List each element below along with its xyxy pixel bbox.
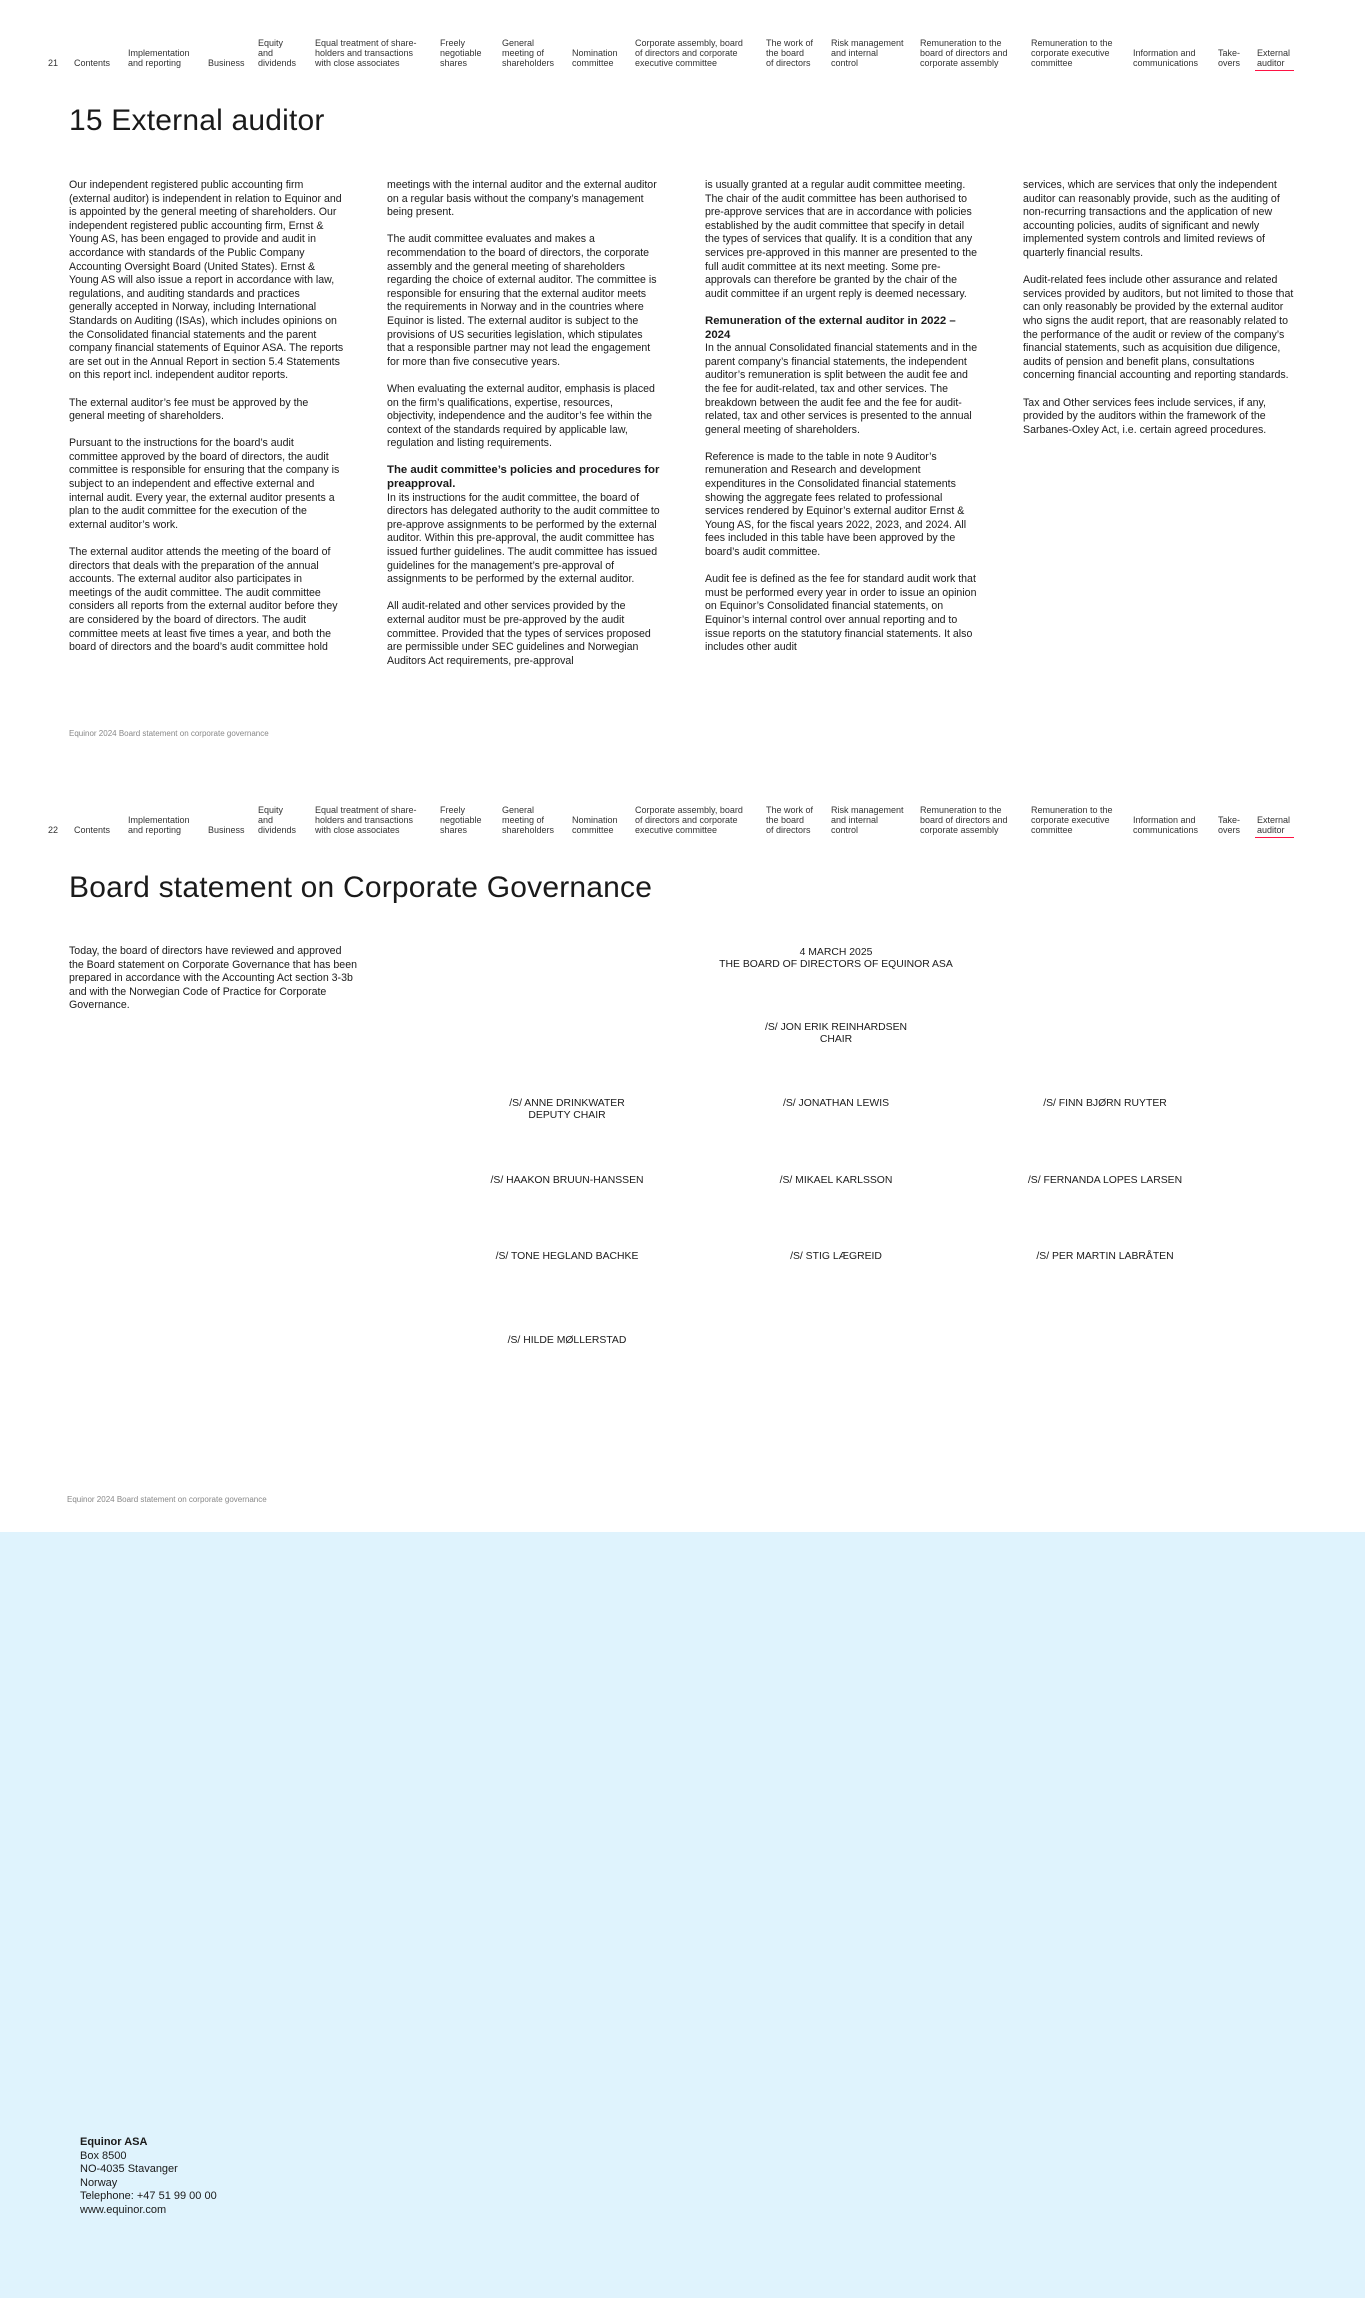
nav-remuneration-board[interactable]: Remuneration to the board of directors and corporate assembly xyxy=(920,38,1008,68)
paragraph: The external auditor attends the meeting of the board of directors that deals with the preparation of the annual accounts. The external auditor also participates in meetings of the audit committee. The audit committee considers all reports from the external auditor before they are considered by the board of directors. The audit committee meets at least five times a year, and both the board of directors and the board’s audit committee hold xyxy=(69,546,338,654)
page-title: 15 External auditor xyxy=(69,104,325,137)
signature: /S/ MIKAEL KARLSSON xyxy=(779,1175,893,1186)
top-navigation xyxy=(0,775,1365,835)
nav-corporate-assembly[interactable]: Corporate assembly, board of directors and corporate executive committee xyxy=(635,38,743,68)
nav-contents[interactable]: Contents xyxy=(74,58,111,68)
nav-remuneration-board[interactable]: Remuneration to the board of directors and corporate assembly xyxy=(920,805,1008,835)
page-footer: Equinor 2024 Board statement on corporate governance xyxy=(67,1495,267,1504)
nav-remuneration-executive[interactable]: Remuneration to the corporate executive committee xyxy=(1031,805,1113,835)
nav-takeovers[interactable]: Take- overs xyxy=(1218,48,1241,68)
nav-equity[interactable]: Equity and dividends xyxy=(258,805,297,835)
signature: /S/ STIG LÆGREID xyxy=(790,1251,882,1262)
paragraph: Audit fee is defined as the fee for standard audit work that must be performed every year in order to issue an opinion on Equinor’s Consolidated financial statements, on Equinor’s internal control over annual reporting and to issue reports on the statutory financial statements. It also includes other audit xyxy=(705,573,977,654)
text-column-2 xyxy=(387,179,662,682)
signature: /S/ HILDE MØLLERSTAD xyxy=(507,1335,627,1346)
nav-nomination[interactable]: Nomination committee xyxy=(572,815,618,835)
paragraph: Audit-related fees include other assurance and related services provided by auditors, but not limited to those that can only reasonably be provided by the external auditor who signs the audit report, that are reasonably related to the performance of the audit or review of the company’s financial statements, such as acquisition due diligence, audits of pension and benefit plans, consultations concerning financial accounting and reporting standards. xyxy=(1023,274,1294,382)
paragraph: In its instructions for the audit committee, the board of directors has delegated authority to the audit committee to pre-approve assignments to be performed by the external auditor. Within this pre-approval, the audit committee has issued further guidelines. The audit committee has issued guidelines for the management’s pre-approval of assignments to be performed by the external auditor. xyxy=(387,491,660,586)
section-heading: The audit committee’s policies and procedures for preapproval. xyxy=(387,464,660,491)
signature: /S/ HAAKON BRUUN-HANSSEN xyxy=(490,1175,644,1186)
nav-implementation[interactable]: Implementation and reporting xyxy=(128,48,190,68)
paragraph: In the annual Consolidated financial statements and in the parent company’s financial statements, the independent auditor’s remuneration is split between the audit fee and the fee for audit-related, tax and other services. The breakdown between the audit fee and the fee for audit-related, tax and other services is presented to the annual general meeting of shareholders. xyxy=(705,342,978,436)
nav-risk-management[interactable]: Risk management and internal control xyxy=(831,38,904,68)
nav-equal-treatment[interactable]: Equal treatment of share- holders and transactions with close associates xyxy=(315,805,417,835)
signature: /S/ PER MARTIN LABRÅTEN xyxy=(1036,1251,1174,1262)
page-title: Board statement on Corporate Governance xyxy=(69,871,653,904)
address-line: NO-4035 Stavanger xyxy=(80,2163,178,2176)
address-line: Box 8500 xyxy=(80,2149,127,2162)
nav-remuneration-executive[interactable]: Remuneration to the corporate executive committee xyxy=(1031,38,1113,68)
telephone: Telephone: +47 51 99 00 00 xyxy=(80,2190,217,2203)
nav-general-meeting[interactable]: General meeting of shareholders xyxy=(502,38,555,68)
paragraph: The external auditor’s fee must be approved by the general meeting of shareholders. xyxy=(69,396,309,423)
paragraph: Our independent registered public accounting firm (external auditor) is independent in relation to Equinor and is appointed by the general meeting of shareholders. Our independent registered public accounting firm, Ernst & Young AS, has been engaged to provide and audit in accordance with standards of the Public Company Accounting Oversight Board (United States). Ernst & Young AS will also issue a report in accordance with law, regulations, and auditing standards and practices generally accepted in Norway, including International Standards on Auditing (ISAs), which includes opinions on the Consolidated financial statements and the parent company financial statements of Equinor ASA. The reports are set out in the Annual Report in section 5.4 Statements on this report incl. independent auditor reports. xyxy=(69,179,344,382)
nav-business[interactable]: Business xyxy=(208,825,245,835)
section-heading: Remuneration of the external auditor in 2022 – 2024 xyxy=(705,314,956,341)
signature: /S/ TONE HEGLAND BACHKE xyxy=(495,1251,639,1262)
signature-role: DEPUTY CHAIR xyxy=(528,1110,606,1121)
nav-work-of-board[interactable]: The work of the board of directors xyxy=(766,805,814,835)
signature-board: THE BOARD OF DIRECTORS OF EQUINOR ASA xyxy=(719,959,953,970)
paragraph: All audit-related and other services provided by the external auditor must be pre-approved by the audit committee. Provided that the types of services proposed are permissible under SEC guidelines and Norwegian Auditors Act requirements, pre-approval xyxy=(387,600,651,667)
page-22 xyxy=(0,765,1365,1532)
company-name: Equinor ASA xyxy=(80,2136,148,2148)
page-footer: Equinor 2024 Board statement on corporate governance xyxy=(69,729,269,738)
nav-equity[interactable]: Equity and dividends xyxy=(258,38,297,68)
nav-equal-treatment[interactable]: Equal treatment of share- holders and transactions with close associates xyxy=(315,38,417,68)
paragraph: services, which are services that only the independent auditor can reasonably provide, such as the auditing of non-recurring transactions and the application of new accounting policies, audits of significant and newly implemented system controls and limited reviews of quarterly financial results. xyxy=(1023,179,1280,259)
nav-information[interactable]: Information and communications xyxy=(1133,48,1199,68)
paragraph: is usually granted at a regular audit committee meeting. The chair of the audit committee has been authorised to pre-approve services that are in accordance with policies established by the audit committee that specify in detail the types of services that qualify. It is a condition that any services pre-approved in this manner are presented to the full audit committee at its next meeting. Some pre-approvals can therefore be granted by the chair of the audit committee if an urgent reply is deemed necessary. xyxy=(705,179,978,300)
nav-takeovers[interactable]: Take- overs xyxy=(1218,815,1241,835)
back-cover xyxy=(0,1532,1365,2298)
signature-chair-role: CHAIR xyxy=(819,1034,853,1045)
text-column-3 xyxy=(705,179,980,668)
nav-contents[interactable]: Contents xyxy=(74,825,111,835)
paragraph: The audit committee evaluates and makes a recommendation to the board of directors, the corporate assembly and the general meeting of shareholders regarding the choice of external auditor. The committee is responsible for ensuring that the external auditor meets the requirements in Norway and in the countries where Equinor is listed. The external auditor is subject to the provisions of US securities legislation, which stipulates that a responsible partner may not lead the engagement for more than five consecutive years. xyxy=(387,233,657,368)
website-link[interactable]: www.equinor.com xyxy=(80,2203,167,2216)
nav-business[interactable]: Business xyxy=(208,58,245,68)
nav-work-of-board[interactable]: The work of the board of directors xyxy=(766,38,814,68)
company-address xyxy=(80,2136,217,2218)
nav-freely-negotiable[interactable]: Freely negotiable shares xyxy=(440,805,482,835)
nav-corporate-assembly[interactable]: Corporate assembly, board of directors and corporate executive committee xyxy=(635,805,743,835)
paragraph: meetings with the internal auditor and the external auditor on a regular basis without the company’s management being present. xyxy=(387,179,657,219)
top-navigation xyxy=(0,8,1365,68)
nav-nomination[interactable]: Nomination committee xyxy=(572,48,618,68)
paragraph: Tax and Other services fees include services, if any, provided by the auditors within the framework of the Sarbanes-Oxley Act, i.e. certain agreed procedures. xyxy=(1023,396,1267,436)
page-21 xyxy=(0,0,1365,765)
signature: /S/ ANNE DRINKWATER xyxy=(509,1098,625,1109)
paragraph: Pursuant to the instructions for the board’s audit committee approved by the board of directors, the audit committee is responsible for ensuring that the company is subject to an independent and effective external and internal audit. Every year, the external auditor presents a plan to the audit committee for the execution of the external auditor’s work. xyxy=(69,437,340,531)
nav-implementation[interactable]: Implementation and reporting xyxy=(128,815,190,835)
nav-general-meeting[interactable]: General meeting of shareholders xyxy=(502,805,555,835)
signature: /S/ FERNANDA LOPES LARSEN xyxy=(1027,1175,1183,1186)
signature: /S/ FINN BJØRN RUYTER xyxy=(1043,1098,1167,1109)
statement-text: Today, the board of directors have reviewed and approved the Board statement on Corporate Governance that has been prepared in accordance with the Accounting Act section 3-3b and with the Norwegian Code of Practice for Corporate Governance. xyxy=(69,945,357,1012)
nav-external-auditor[interactable]: External auditor xyxy=(1257,815,1291,835)
nav-information[interactable]: Information and communications xyxy=(1133,815,1199,835)
nav-risk-management[interactable]: Risk management and internal control xyxy=(831,805,904,835)
address-line: Norway xyxy=(80,2176,118,2189)
signature: /S/ JONATHAN LEWIS xyxy=(782,1098,890,1109)
paragraph: Reference is made to the table in note 9 Auditor’s remuneration and Research and development expenditures in the Consolidated financial statements showing the aggregate fees related to professional services rendered by Equinor’s external auditor Ernst & Young AS, for the fiscal years 2022, 2023, and 2024. All fees included in this table have been approved by the board’s audit committee. xyxy=(705,450,967,559)
signature-chair: /S/ JON ERIK REINHARDSEN xyxy=(764,1022,908,1033)
paragraph: When evaluating the external auditor, emphasis is placed on the firm’s qualifications, expertise, resources, objectivity, independence and the auditor’s fee within the context of the standards required by applicable law, regulation and listing requirements. xyxy=(387,382,655,450)
signature-date: 4 MARCH 2025 xyxy=(799,947,873,958)
nav-freely-negotiable[interactable]: Freely negotiable shares xyxy=(440,38,482,68)
page-number: 21 xyxy=(48,58,59,68)
text-column-1 xyxy=(69,179,344,668)
nav-external-auditor[interactable]: External auditor xyxy=(1257,48,1291,68)
page-number: 22 xyxy=(48,825,59,835)
text-column-4 xyxy=(1023,179,1298,451)
